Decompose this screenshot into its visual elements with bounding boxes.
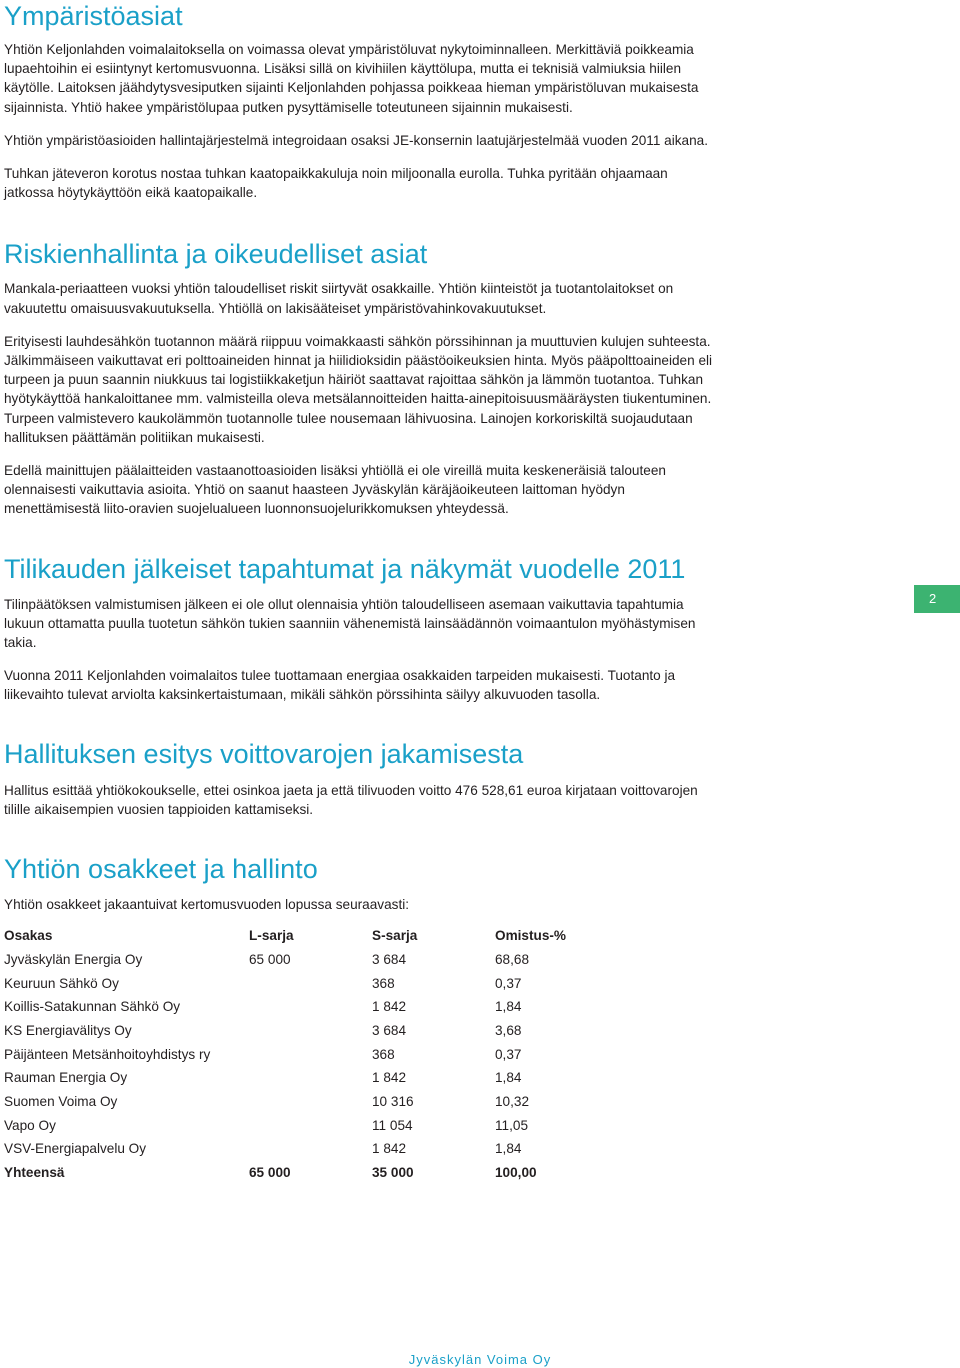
table-row [4, 1070, 595, 1094]
document-body [4, 0, 720, 1189]
heading-subsequent-events: Tilikauden jälkeiset tapahtumat ja näkymät vuodelle 2011 [4, 553, 686, 584]
header-cell: Osakas [4, 928, 53, 944]
table-row [4, 1023, 595, 1047]
l-series-cell [249, 1047, 372, 1071]
s-series-cell: 11 054 [372, 1117, 413, 1133]
shares-intro: Yhtiön osakkeet jakaantuivat kertomusvuoden lopussa seuraavasti: [4, 897, 410, 913]
s-series-cell: 1 842 [372, 1141, 407, 1157]
shareholders-table [4, 928, 595, 1189]
heading-environment: Ympäristöasiat [4, 1, 183, 31]
after-paragraph-1: Tilinpäätöksen valmistumisen jälkeen ei ole ollut olennaisia yhtiön taloudelliseen asemaan vaikuttavia tapahtumia lukuun ottamatta puulla tuotetun sähkön tukien saanniin vähenemistä lainsäädännön voimaantulon myöhästymisen takia. [4, 596, 696, 651]
table-row [4, 1094, 595, 1118]
ownership-cell: 3,68 [495, 1023, 522, 1039]
header-cell: S-sarja [372, 928, 418, 944]
table-row [4, 999, 595, 1023]
ownership-cell: 0,37 [495, 975, 522, 991]
total-ownership-cell: 100,00 [495, 1165, 537, 1181]
header-cell: L-sarja [249, 928, 294, 944]
s-series-cell: 368 [372, 975, 395, 991]
owner-cell: Päijänteen Metsänhoitoyhdistys ry [4, 1046, 211, 1062]
s-series-cell: 3 684 [372, 1023, 407, 1039]
l-series-cell [249, 1023, 372, 1047]
header-cell: Omistus-% [495, 928, 567, 944]
s-series-cell: 1 842 [372, 999, 407, 1015]
s-series-cell: 10 316 [372, 1094, 414, 1110]
owner-cell: Jyväskylän Energia Oy [4, 951, 143, 967]
s-series-cell: 1 842 [372, 1070, 407, 1086]
l-series-cell [249, 1141, 372, 1165]
footer-company-name: Jyväskylän Voima Oy [408, 1352, 552, 1367]
l-series-cell [249, 1070, 372, 1094]
total-s-series-cell: 35 000 [372, 1165, 414, 1181]
table-row [4, 1118, 595, 1142]
total-l-series-cell: 65 000 [249, 1165, 291, 1181]
heading-risk-management: Riskienhallinta ja oikeudelliset asiat [4, 239, 428, 270]
table-total-row [4, 1165, 595, 1189]
risk-paragraph-3: Edellä mainittujen päälaitteiden vastaanottoasioiden lisäksi yhtiöllä ei ole vireillä muita keskeneräisiä talouteen olennaisesti vaikuttavia asioita. Yhtiö on saanut haasteen Jyväskylän käräjäoikeuteen laittoman hyödyn menettämisestä liito-oravien suojelualueen luonnonsuojelurikkomuksen yhteydessä. [4, 463, 666, 517]
table-row [4, 1141, 595, 1165]
l-series-cell [249, 976, 372, 1000]
board-paragraph-1: Hallitus esittää yhtiökokoukselle, ettei osinkoa jaeta ja että tilivuoden voitto 476 528,61 euroa kirjataan voittovarojen tilille aikaisempien vuosien tappioiden kattamiseksi. [4, 782, 698, 817]
owner-cell: VSV-Energiapalvelu Oy [4, 1141, 147, 1157]
table-row [4, 976, 595, 1000]
l-series-cell [249, 1118, 372, 1142]
l-series-cell: 65 000 [249, 951, 291, 967]
owner-cell: Suomen Voima Oy [4, 1094, 118, 1110]
after-paragraph-2: Vuonna 2011 Keljonlahden voimalaitos tulee tuottamaan energiaa osakkaiden tarpeiden mukaisesti. Tuotanto ja liikevaihto tulevat arviolta kaksinkertaistumaan, mikäli sähkön pörssihinta säilyy alkuvuoden tasolla. [4, 668, 676, 703]
page-number-tab: 2 [914, 585, 960, 613]
ownership-cell: 0,37 [495, 1046, 522, 1062]
table-header-row [4, 928, 595, 952]
ownership-cell: 1,84 [495, 1141, 522, 1157]
ownership-cell: 11,05 [495, 1117, 529, 1133]
risk-paragraph-1: Mankala-periaatteen vuoksi yhtiön taloudelliset riskit siirtyvät osakkaille. Yhtiön kiinteistöt ja tuotantolaitokset on vakuutettu omaisuusvakuutuksella. Yhtiöllä on lakisääteiset ympäristövahinkovakuutukset. [4, 281, 674, 316]
owner-cell: Keuruun Sähkö Oy [4, 975, 119, 991]
total-label-cell: Yhteensä [4, 1165, 65, 1181]
l-series-cell [249, 999, 372, 1023]
env-paragraph-1: Yhtiön Keljonlahden voimalaitoksella on voimassa olevat ympäristöluvat nykytoiminnalleen. Merkittäviä poikkeamia lupaehtoihin ei esiintynyt kertomusvuonna. Lisäksi sillä on kivihiilen käyttölupa, mutta ei teknisiä valmiuksia hiilen käytölle. Laitoksen jäähdytysvesiputken sijainti Keljonlahden pohjassa poikkeaa hieman ympäristöluvan mukaisesta sijainnista. Yhtiö hakee ympäristölupaa putken pysyttämiselle toteutuneen sijainnin mukaisesti. [4, 42, 699, 115]
ownership-cell: 68,68 [495, 951, 530, 967]
l-series-cell [249, 1094, 372, 1118]
risk-paragraph-2: Erityisesti lauhdesähkön tuotannon määrä riippuu voimakkaasti sähkön pörssihinnan ja muuttuvien kulujen suhteesta. Jälkimmäiseen vaikuttavat eri polttoaineiden hinnat ja hiilidioksidin päästöoikeuksien hinta. Myös pääpolttoaineiden eli turpeen ja puun saannin niukkuus tai logistiikkaketjun häiriöt saattavat rajoittaa sähkön ja lämmön tuotantoa. Tuhkan hyötykäyttöä hankaloittanee mm. valmisteilla oleva metsälannoitteiden haitta-ainepitoisuusmääräysten tiukentuminen. Turpeen valmistevero kaukolämmön tuotannolle tulee nousemaan lähivuosina. Lainojen korkoriskiltä suojaudutaan hallituksen päättämän politiikan mukaisesti. [4, 333, 713, 445]
heading-shares: Yhtiön osakkeet ja hallinto [4, 854, 318, 885]
owner-cell: Koillis-Satakunnan Sähkö Oy [4, 999, 181, 1015]
ownership-cell: 1,84 [495, 999, 522, 1015]
table-row [4, 952, 595, 976]
table-row [4, 1047, 595, 1071]
ownership-cell: 1,84 [495, 1070, 522, 1086]
owner-cell: KS Energiavälitys Oy [4, 1023, 132, 1039]
s-series-cell: 3 684 [372, 951, 407, 967]
s-series-cell: 368 [372, 1046, 395, 1062]
owner-cell: Vapo Oy [4, 1117, 56, 1133]
heading-board-proposal: Hallituksen esitys voittovarojen jakamisesta [4, 738, 524, 769]
env-paragraph-3: Tuhkan jäteveron korotus nostaa tuhkan kaatopaikkakuluja noin miljoonalla eurolla. Tuhka pyritään ohjaamaan jatkossa höytykäyttöön eikä kaatopaikalle. [4, 166, 668, 201]
owner-cell: Rauman Energia Oy [4, 1070, 128, 1086]
ownership-cell: 10,32 [495, 1094, 530, 1110]
env-paragraph-2: Yhtiön ympäristöasioiden hallintajärjestelmä integroidaan osaksi JE-konsernin laatujärjestelmää vuoden 2011 aikana. [4, 132, 709, 148]
